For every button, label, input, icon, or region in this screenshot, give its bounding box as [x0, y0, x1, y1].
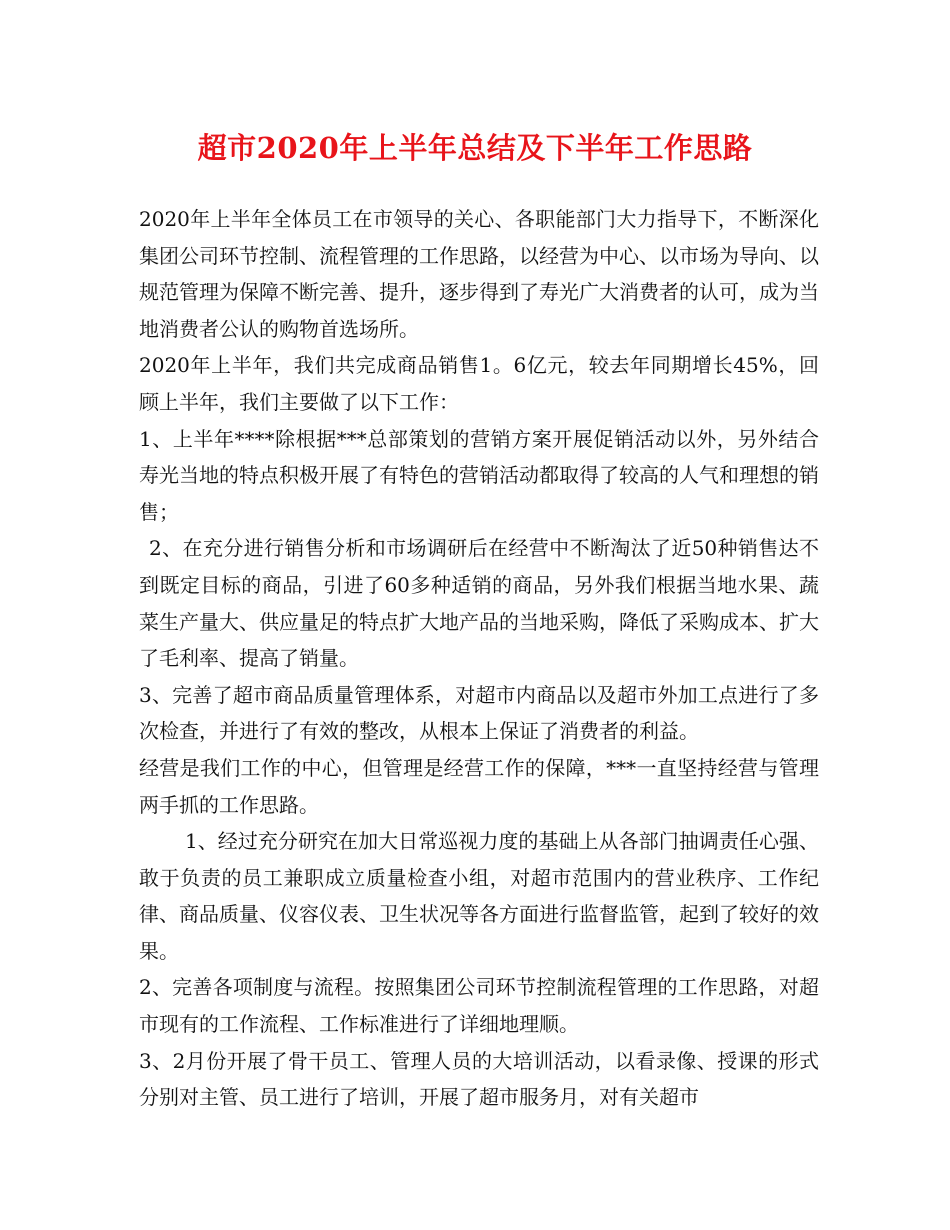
paragraph-item-3-quality: 3、完善了超市商品质量管理体系，对超市内商品以及超市外加工点进行了多次检查，并进行了有效的整改，从根本上保证了消费者的利益。	[139, 682, 819, 744]
paragraph-item-2-products: 2、在充分进行销售分析和市场调研后在经营中不断淘汰了近50种销售达不到既定目标的商品，引进了60多种适销的商品，另外我们根据当地水果、蔬菜生产量大、供应量足的特点扩大地产品的当地采购，降低了采购成本、扩大了毛利率、提高了销量。	[139, 536, 819, 671]
paragraph-intro: 2020年上半年全体员工在市领导的关心、各职能部门大力指导下，不断深化集团公司环节控制、流程管理的工作思路，以经营为中心、以市场为导向、以规范管理为保障不断完善、提升，逐步得到了寿光广大消费者的认可，成为当地消费者公认的购物首选场所。	[139, 207, 819, 341]
paragraph-sales-summary: 2020年上半年，我们共完成商品销售1。6亿元，较去年同期增长45%，回顾上半年，我们主要做了以下工作：	[139, 353, 819, 414]
document-title: 超市2020年上半年总结及下半年工作思路	[197, 131, 753, 165]
paragraph-management-item-3: 3、2月份开展了骨干员工、管理人员的大培训活动，以看录像、授课的形式分别对主管、员工进行了培训，开展了超市服务月，对有关超市	[139, 1048, 819, 1110]
paragraph-management-intro: 经营是我们工作的中心，但管理是经营工作的保障，***一直坚持经营与管理两手抓的工作思路。	[139, 755, 819, 817]
document-body	[139, 201, 819, 1116]
paragraph-management-item-1: 1、经过充分研究在加大日常巡视力度的基础上从各部门抽调责任心强、敢于负责的员工兼职成立质量检查小组，对超市范围内的营业秩序、工作纪律、商品质量、仪容仪表、卫生状况等各方面进行监督监管，起到了较好的效果。	[139, 829, 819, 963]
paragraph-management-item-2: 2、完善各项制度与流程。按照集团公司环节控制流程管理的工作思路，对超市现有的工作流程、工作标准进行了详细地理顺。	[139, 975, 819, 1037]
paragraph-item-1-marketing: 1、上半年****除根据***总部策划的营销方案开展促销活动以外，另外结合寿光当地的特点积极开展了有特色的营销活动都取得了较高的人气和理想的销售；	[139, 426, 819, 524]
